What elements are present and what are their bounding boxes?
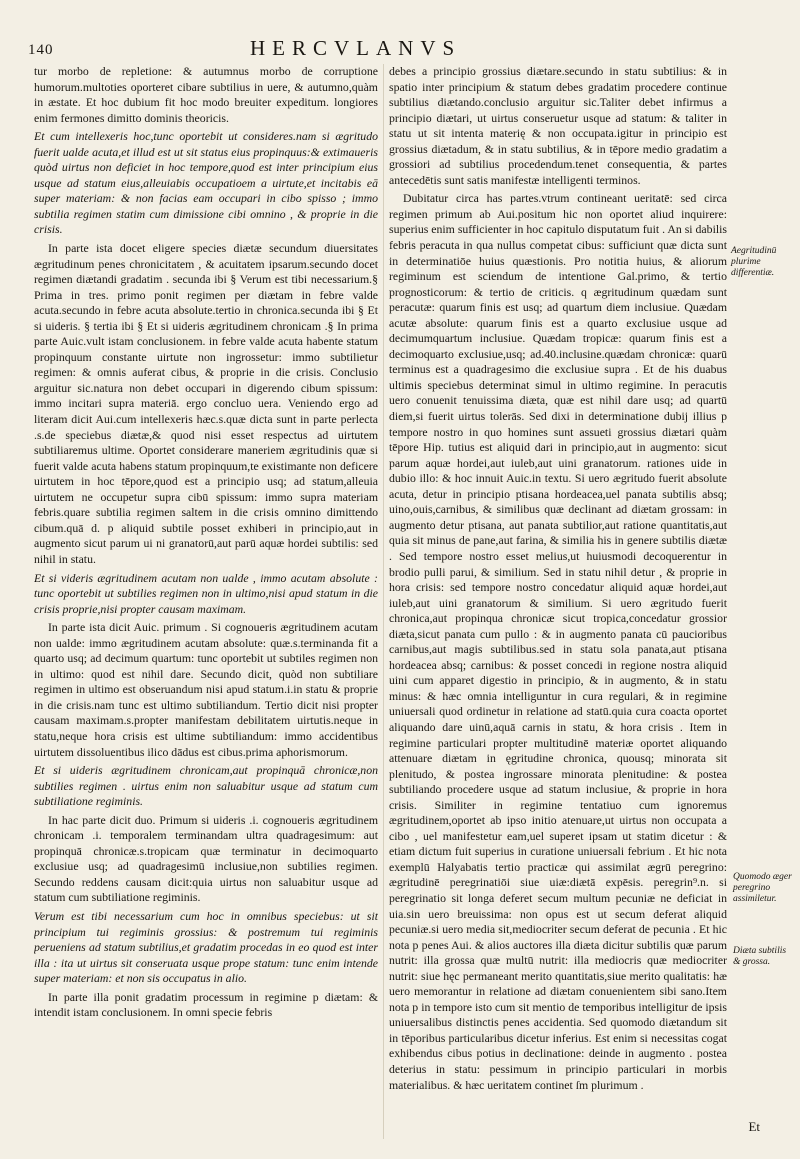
catchword: Et — [748, 1119, 760, 1134]
column-gutter — [383, 64, 384, 1139]
page-number: 140 — [28, 42, 54, 58]
running-title: HERCVLANVS — [250, 36, 462, 60]
left-paragraph-6: Et si uideris ægritudinem chronicam,aut propinquā chronicæ,non subtilies regimen . uirtus enim non saluabitur usque ad statum cum subtiliatione regiminis. — [34, 763, 378, 809]
left-paragraph-3: In parte ista docet eligere species diætæ secundum diuersitates ægritudinum penes chronicitatem , & acuitatem ipsarum.secundo docet regimen diætandi gradatim . secunda ibi § Verum est tibi necessarium.§ Prima in tres. primo ponit regimen per diætam in febre valde acuta.secundo in febre acuta absolute.tertio in chronica.secunda ibi § Et si uideris. § tertia ibi § Et si uideris ægritudinem chronicam .§ In prima parte Auic.vult istam conclusionem. in febre valde acuta habente statum propinquum constante uirtute non ingrossetur: immo subtilietur regimen: & omnis auferat cibus, & proprie in die crisis. Conclusio arguitur sic.natura non debet occupari in digerendo cibum spissum: immo incitari supra materiā. ergo concluo uera. Veniendo ergo ad literam dicit Aui.cum intellexeris hæc.s.quæ dicta sunt in parte perlecta .s.de speciebus diætæ,& quod nisi esset respectus ad uirtutem subtiliaremus ultime. Oportet considerare maneriem ægritudinis quæ si fuerit valde acuta habens statum propinquum,te existimante non deficere uirtutem in hoc tēpore,quod est a principio usq; ad statum,alleuia uirtutem ne occupetur supra cibū spissum: immo supra materiam febris.quare subtilia regimen saltem in die crisis omnino dimittendo cibum.quā d. p aliquid subtile posset exhiberi in principio,aut in augmento sicut parum ui ni granatorū,aut parū aquæ hordei subtilis: sed nihil in statu. — [34, 241, 378, 566]
left-paragraph-5: In parte ista dicit Auic. primum . Si cognoueris ægritudinem acutam non ualde: immo ægritudinem acutam absolute: quæ.s.terminanda fit a quarto usq; ad decimum quartum: tunc oportebit ut subtiles regimen non in ultimo: quod est nihil dare. Secundo dicit, quòd non subtiliare regimen in ultimo est obseruandum nisi apud statum.i.in statu & proprie in die crisis.nam tunc est ultimo subtiliandum. Tertio dicit nisi propter causam maximam.s.propter manifestam debilitatem uirtutis.neque in statu,neque hora crisis est ultime subtiliandum: immo accidentibus uirtutem dissoluentibus ilico dādus est cibus.prima aphorismorum. — [34, 620, 378, 759]
margin-note-2: Quomodo æger peregrino assimiletur. — [733, 872, 792, 904]
left-paragraph-2: Et cum intellexeris hoc,tunc oportebit ut consideres.nam si ægritudo fuerit ualde acuta,et illud est ut sit status eius propinquus:& extimaueris quòd uirtus non deficiet in hoc tempore,quod est inter principium eius usque ad statum eius,alleuiabis occupatioem a uirtute,et incitabis eā super materiam: & non facias eam occupari in cibo spisso ; immo subtilia regimen statim cum dimissione cibi omnino , & proprie in die crisis. — [34, 129, 378, 237]
left-paragraph-8: Verum est tibi necessarium cum hoc in omnibus speciebus: ut sit principium tui regiminis grossius: & postremum tui regiminis perueniens ad statum subtilius,et gradatim procedas in eo quod est inter illa : ita ut uirtus sit conseruata usque prope statum: tunc enim intende super materiam: et non sis occupatus in alio. — [34, 908, 378, 986]
margin-note-1: Aegritudinū plurime differentiæ. — [731, 246, 777, 278]
margin-note-3: Diæta subtilis & grossa. — [733, 946, 787, 967]
left-paragraph-4: Et si videris ægritudinem acutam non ualde , immo acutam absolute : tunc oportebit ut subtilies regimen non in ultimo,nisi apud statum in die crisis proprie,nisi propter causam maximam. — [34, 570, 378, 616]
right-paragraph-2: Dubitatur circa has partes.vtrum contineant ueritatē: sed circa regimen primum ab Aui.positum hic non oportet aliud inquirere: superius enim sufficienter in hoc capitulo disputatum fuit . An si dabilis febris peracuta in qua nullus competat cibus: sufficiunt quæ dicta sunt in determinatiōe huius quæstionis. Pro notitia huius, & aliorum regiminum est sciendum de intentione Gal.primo, & tertio prognosticorum: & tertio de criticis. q ægritudinum quædam sunt peracutæ: quarum finis est usq; ad quartum diem inclusiue. Quædam acutæ absolute: quarum finis est a quarto exclusiue usque ad decimumquartum inclusiue. Quædam tropicæ: quarum finis est a decimoquarto exclusiue,usq; ad.40.inclusine.quædam chronicæ: quarū terminus est a quadragesimo die exclusiue supra . Et de his duabus ultimis speciebus determinat simul in ultimo regimine. In peracutis uero conuenit tenuissima diæta, quæ est nihil dare usq; ad quartū diem,si fuerit uirtus tolerās. Sed dixi in determinatione dubij illius p tempore nostro in quo homines sunt assueti grossius diætari quàm tēpore Hip. tutius est aliquid dari in principio,aut in augmento: sicut parum aquæ hordei,aut iuleb,aut uini granatorum. rationes uide in dubio illo: & hoc innuit Auic.in textu. Si uero ægritudo fuerit absolute acuta, detur in principio ptisana hordeacea,uel panata subtilis absq; uino,ouis,carnibus, & similibus quæ declinant ad diætam grossam: in augmento detur ptisana, aut panata subtilior,aut ratione quantitatis,aut quia sit minus de pane,aut farina, & similia his in genere subtilis diætæ . Sed tempore nostro esset melius,ut huiusmodi decoquerentur in brodio pulli parui, & similium. Sed in statu nihil detur , & proprie in hora crisis: sed tempore nostro concedatur aliquid aquæ hordei,aut iuleb,aut uini granatorum & similium. Si uero ægritudo fuerit chronica,aut propinqua chronicæ sicut tropica,concedatur grossior diæta,sicut panata cum pullo : & in augmento panata cū paucioribus carnibus,aut magis subtilibus.sed in statu sola panata,aut ptisana hordeacea absq; carnibus: & posset concedi in regione nostra aliquid uini cum apparet digestio in principio, & in augmento, & in statu minus: & hæc omnia intelliguntur in cura regulari, & in regimine uniuersali quod ordinetur in relatione ad statū.quia cura coacta oportet aliquando dare uinū,aquā carnis in statu, & hora crisis . Item in regimine particulari propter multitudinē materiæ oportet aliquando attenuare diætam in ęgritudine chronica, quousq; minorata sit plenitudo, & postea ingrossare minorata plenitudine: & postea subtiliando procedere usque ad statum inclusiue, & proprie in hora crisis. Similiter in regimine tentatiuo cum ignoremus ægritudinem,oportet ab ipso initio atenuare,ut uirtus non occupata a cibo , uel manifestetur eam,uel superet ipsam ut statim dicetur : & etiam dictum fuit superius in curatione uniuersali febrium . Et hic nota exemplū Halyabatis tertio practicæ qui assimilat ægrū peregrino: ægritudinē peregrinatiōi siue uiæ:diætā expēsis. peregrin⁹.n. si peregrinatio sit longa deferet secum multum pecuniæ ne deficiat in uia.sin uero breuissima: non opus est ut secum deferat aliquid pecuniæ.si uero media sit,mediocriter secum deferat de pecunia . Et hic nota p penes Aui. & alios auctores illa diæta dicitur subtilis quæ parum nutrit: illa grossa quæ multū nutrit: illa mediocris quæ mediocriter nutrit: siue hęc permaneant merito quantitatis,siue merito qualitatis: hæ uero memorantur in relatione ad diætam conuenientem sibi sano.Item nota p in tempore isto cum sit mentio de temporibus intelligitur de ipsis uniuersalibus distinctis penes accidentia. Sed quomodo diætandum sit in tēporibus particularibus dicetur inferius. Est enim si necessitas cogat exhibendus cibus potius in declinatione: deinde in augmento . postea deterius in statu: pessimum in principio particulari in morbis materialibus. & hæc ueritatem continet ſm plurimum . — [389, 191, 727, 1092]
left-paragraph-7: In hac parte dicit duo. Primum si uideris .i. cognoueris ægritudinem chronicam .i. temporalem terminandam ultra quadragesimum: aut propinquā chronicæ.s.tropicam quæ terminatur in decimoquarto exclusiue usq; ad quadragesimū inclusiue,non subtilies regimen. Secundo reddens causam dicit:quia uirtus non saluabitur usque ad statum cum subtiliatione regiminis. — [34, 812, 378, 905]
right-paragraph-1: debes a principio grossius diætare.secundo in statu subtilius: & in spatio inter principium & statum debes gradatim procedere continue subtilius diætando.conclusio arguitur sic.Taliter debet infirmus a principio diætari, ut uirtus conseruetur usque ad statum: & taliter in statu ut sit intenta materię & non occupata.igitur in principio est grossius diætadum, & in statu subtilius, & in tēpore medio gradatim a grossiori ad subtilius procedendum.tenet consequentia, & partes antecedētis sunt satis manifestæ intelligenti terminos. — [389, 64, 727, 187]
right-column — [389, 64, 727, 1144]
left-column — [34, 64, 378, 1139]
left-paragraph-1: tur morbo de repletione: & autumnus morbo de corruptione humorum.multoties oporteret cibare subtilius in uere, & autumno,quàm in æstate. Et hoc dubium fit hoc modo breuiter expeditum. longiores enim fermones dimitto dominis theoricis. — [34, 64, 378, 125]
left-paragraph-9: In parte illa ponit gradatim processum in regimine p diætam: & intendit istam conclusionem. In omni specie febris — [34, 989, 378, 1020]
